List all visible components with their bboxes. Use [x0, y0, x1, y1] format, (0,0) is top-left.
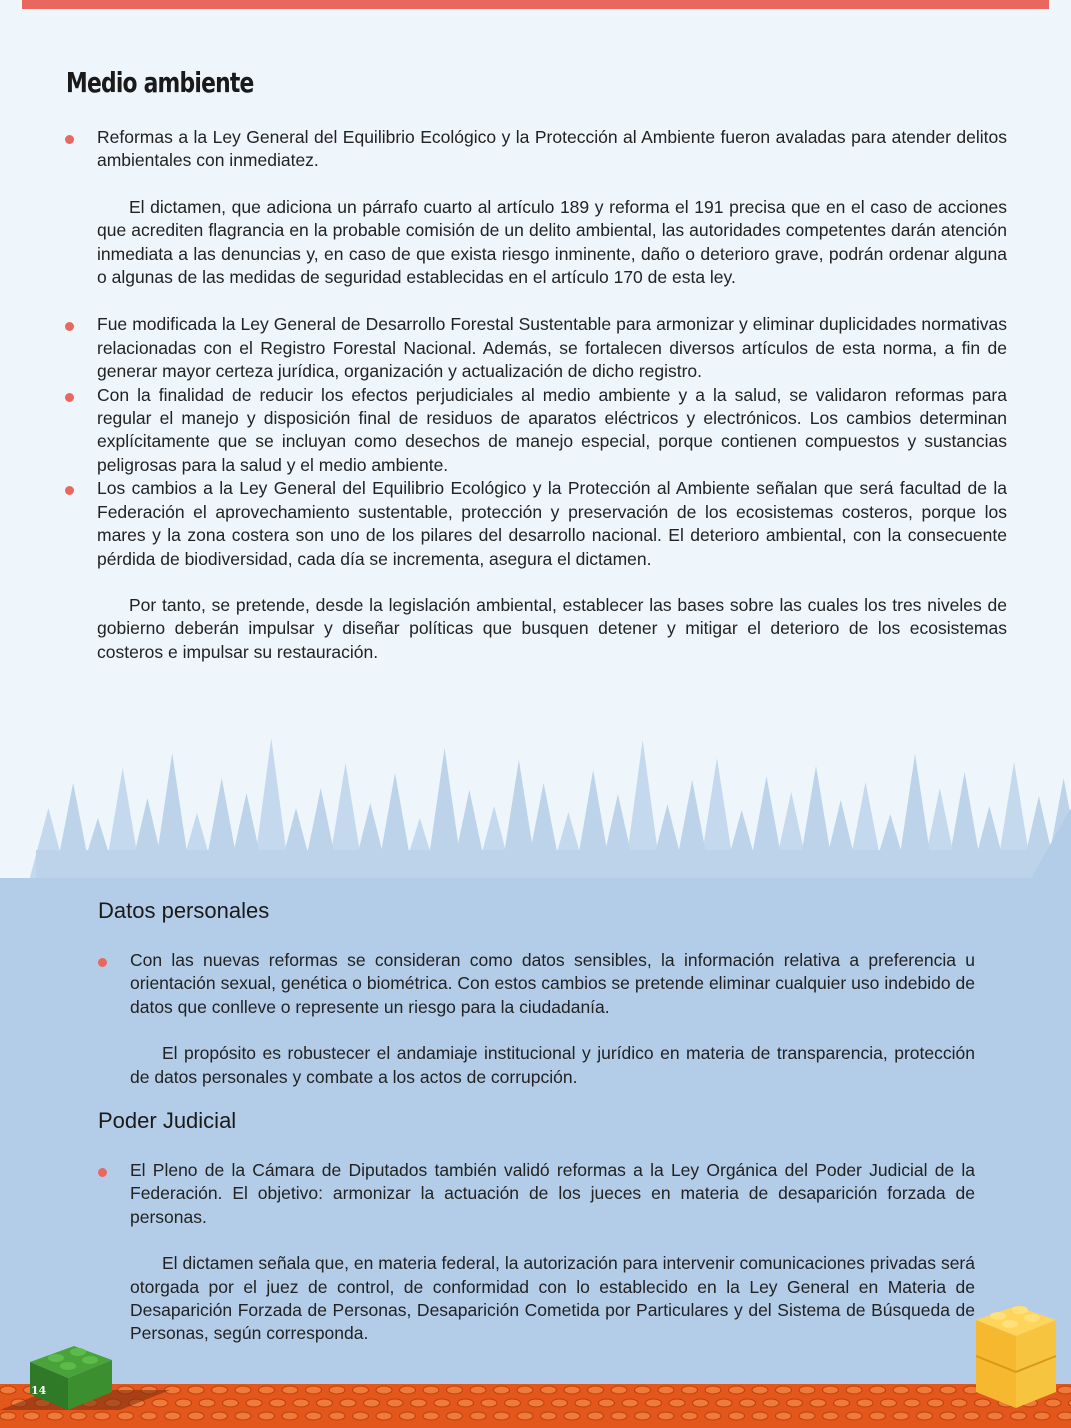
bullet-paragraph: Reformas a la Ley General del Equilibrio Ecológico y la Protección al Ambiente fueron avaladas para atender delitos ambientales con inmediatez.: [97, 126, 1007, 173]
green-brick-icon: [26, 1338, 116, 1412]
page-number: 14: [31, 1384, 47, 1397]
brick-floor-illustration: [0, 1376, 1071, 1428]
section-title-datos-personales: Datos personales: [98, 898, 270, 923]
yellow-brick-icon: [970, 1300, 1060, 1412]
bullet-paragraph: Con la finalidad de reducir los efectos perjudiciales al medio ambiente y a la salud, se validaron reformas para regular el manejo y disposición final de residuos de aparatos eléctricos y electrónicos. Los cambios determinan explícitamente que se incluyan como desechos de manejo especial, porque contienen compuestos y sustancias peligrosas para la salud y el medio ambiente.: [97, 384, 1007, 478]
bullet-paragraph: Fue modificada la Ley General de Desarrollo Forestal Sustentable para armonizar y eliminar duplicidades normativas relacionadas con el Registro Forestal Nacional. Además, se fortalecen diversos artículos de esta norma, a fin de generar mayor certeza jurídica, organización y actualización de dicho registro.: [97, 313, 1007, 383]
paragraph: El dictamen señala que, en materia federal, la autorización para intervenir comunicaciones privadas será otorgada por el juez de control, de conformidad con lo establecido en la Ley General en Materia de Desaparición Forzada de Personas, Desaparición Cometida por Particulares y del Sistema de Búsqueda de Personas, según corresponda.: [130, 1253, 975, 1344]
forest-silhouette-illustration: [0, 730, 1071, 880]
section-title-poder-judicial: Poder Judicial: [98, 1108, 237, 1133]
section-medio-ambiente: [97, 126, 1007, 664]
top-accent-bar: [22, 0, 1049, 9]
bullet-paragraph: Con las nuevas reformas se consideran como datos sensibles, la información relativa a preferencia u orientación sexual, genética o biométrica. Con estos cambios se pretende eliminar cualquier uso indebido de datos que conlleve o represente un riesgo para la ciudadanía.: [130, 949, 975, 1019]
bullet-paragraph: Los cambios a la Ley General del Equilibrio Ecológico y la Protección al Ambiente señalan que será facultad de la Federación el aprovechamiento sustentable, protección y preservación de los ecosistemas costeros, porque los mares y la zona costera son uno de los pilares del desarrollo nacional. El deterioro ambiental, con la consecuente pérdida de biodiversidad, cada día se incrementa, asegura el dictamen.: [97, 477, 1007, 571]
paragraph: El propósito es robustecer el andamiaje institucional y jurídico en materia de transparencia, protección de datos personales y combate a los actos de corrupción.: [130, 1043, 975, 1087]
paragraph: El dictamen, que adiciona un párrafo cuarto al artículo 189 y reforma el 191 precisa que en el caso de acciones que acrediten flagrancia en la probable comisión de un delito ambiental, las autoridades competentes darán atención inmediata a las denuncias y, en caso de que exista riesgo inminente, daño o deterioro grave, podrán ordenar alguna o algunas de las medidas de seguridad establecidas en el artículo 170 de esta ley.: [97, 196, 1007, 288]
section-datos-personales: [130, 949, 975, 1089]
section-poder-judicial: [130, 1159, 975, 1346]
paragraph: Por tanto, se pretende, desde la legislación ambiental, establecer las bases sobre las cuales los tres niveles de gobierno deberán impulsar y diseñar políticas que busquen detener y mitigar el deterioro de los ecosistemas costeros e impulsar su restauración.: [97, 594, 1007, 662]
bullet-paragraph: El Pleno de la Cámara de Diputados también validó reformas a la Ley Orgánica del Poder Judicial de la Federación. El objetivo: armonizar la actuación de los jueces en materia de desaparición forzada de personas.: [130, 1159, 975, 1229]
section-title-medio-ambiente: Medio ambiente: [66, 66, 254, 99]
